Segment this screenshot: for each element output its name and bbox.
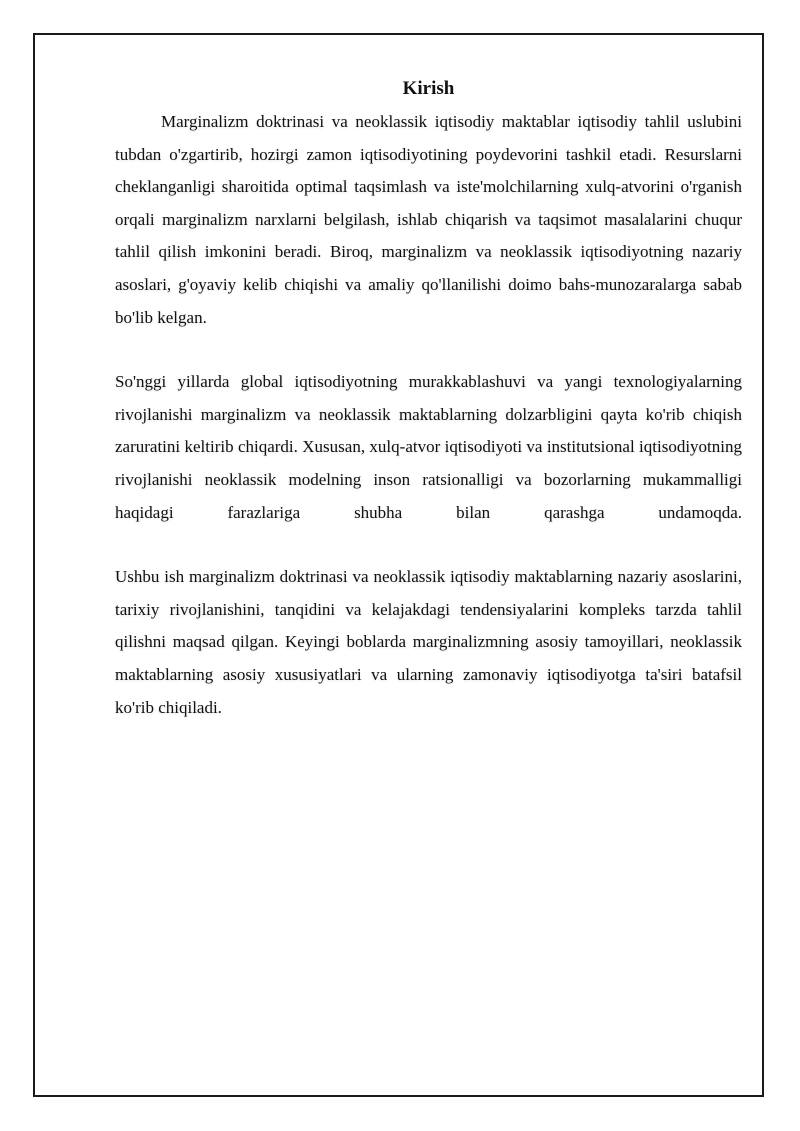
paragraph-3: Ushbu ish marginalizm doktrinasi va neoklassik iqtisodiy maktablarning nazariy asoslarini, tarixiy rivojlanishini, tanqidini va kelajakdagi tendensiyalarini kompleks tarzda tahlil qilishni maqsad qilgan. Keyingi boblarda marginalizmning asosiy tamoyillari, neoklassik maktablarning asosiy xususiyatlari va ularning zamonaviy iqtisodiyotga ta'siri batafsil ko'rib chiqiladi. — [115, 567, 742, 717]
paragraph-2: So'nggi yillarda global iqtisodiyotning murakkablashuvi va yangi texnologiyalarning rivojlanishi marginalizm va neoklassik maktablarning dolzarbligini qayta ko'rib chiqish zaruratini keltirib chiqardi. Xususan, xulq-atvor iqtisodiyoti va institutsional iqtisodiyotning rivojlanishi neoklassik modelning inson ratsionalligi va bozorlarning mukammalligi haqidagi farazlariga shubha bilan qarashga undamoqda. — [115, 372, 742, 522]
document-title: Kirish — [402, 78, 455, 99]
paragraph-spacer — [115, 334, 742, 366]
paragraph-spacer — [115, 529, 742, 561]
paragraph-1: Marginalizm doktrinasi va neoklassik iqtisodiy maktablar iqtisodiy tahlil uslubini tubdan o'zgartirib, hozirgi zamon iqtisodiyotining poydevorini tashkil etadi. Resurslarni cheklanganligi sharoitida optimal taqsimlash va iste'molchilarning xulq-atvorini o'rganish orqali marginalizm narxlarni belgilash, ishlab chiqarish va taqsimot masalalarini chuqur tahlil qilish imkonini beradi. Biroq, marginalizm va neoklassik iqtisodiyotning nazariy asoslari, g'oyaviy kelib chiqishi va amaliy qo'llanilishi doimo bahs-munozaralarga sabab bo'lib kelgan. — [115, 112, 742, 327]
document-body — [115, 76, 742, 724]
